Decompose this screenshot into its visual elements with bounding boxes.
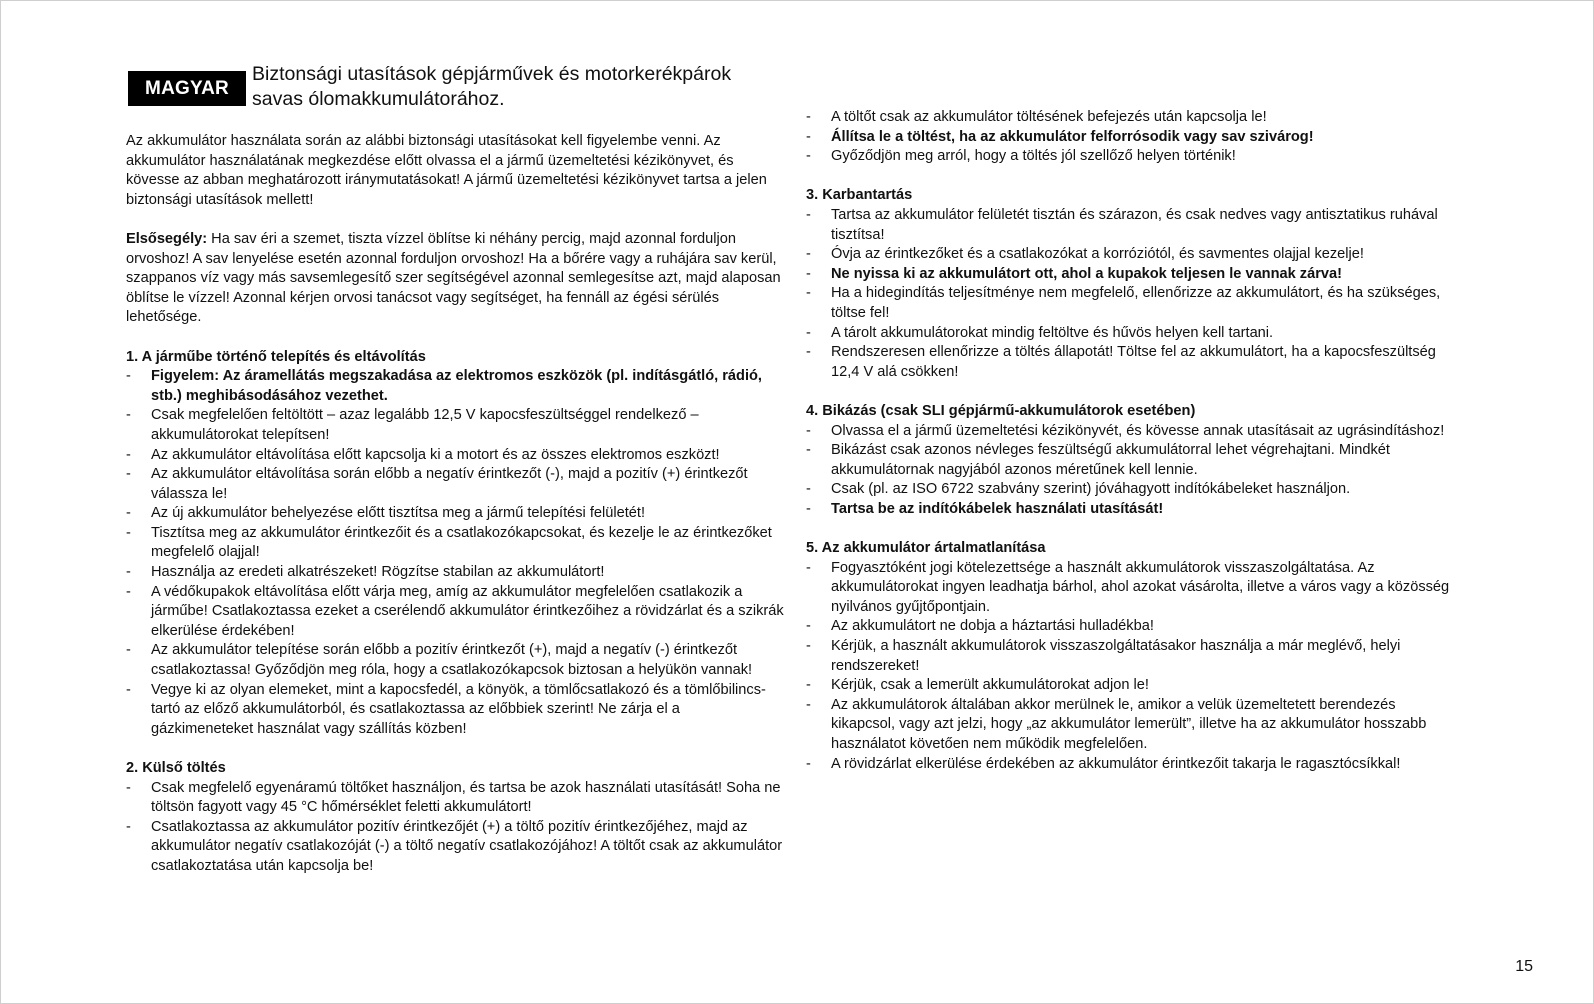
list-item xyxy=(806,617,1456,637)
document-title-line-1: Biztonsági utasítások gépjárművek és motorkerékpárok xyxy=(252,63,732,85)
list-item xyxy=(806,755,1456,775)
list-item xyxy=(806,559,1456,618)
page-number: 15 xyxy=(1515,958,1533,975)
list-item xyxy=(806,284,1456,323)
list-item xyxy=(126,779,786,818)
bullet-dash: - xyxy=(806,265,811,282)
list-item-text: Az akkumulátort ne dobja a háztartási hulladékba! xyxy=(831,618,1154,635)
bullet-dash: - xyxy=(126,407,131,424)
section-1-heading: 1. A járműbe történő telepítés és eltávolítás xyxy=(126,348,426,365)
list-item xyxy=(126,818,786,877)
section-4-list xyxy=(806,422,1456,520)
list-item xyxy=(126,681,786,740)
bullet-dash: - xyxy=(126,446,131,463)
list-item-text: Csak (pl. az ISO 6722 szabvány szerint) jóváhagyott indítókábeleket használjon. xyxy=(831,481,1351,498)
list-item xyxy=(806,480,1456,500)
list-item-text: Csak megfelelő egyenáramú töltőket használjon, és tartsa be azok használati utasítását! Soha ne töltsön fagyott vagy 45 °C hőmérséklet feletti akkumulátort! xyxy=(151,779,781,816)
bullet-dash: - xyxy=(806,206,811,223)
section-2-list xyxy=(126,779,786,877)
list-item-text: Ha a hidegindítás teljesítménye nem megfelelő, ellenőrizze az akkumulátort, és ha szükséges, töltse fel! xyxy=(831,285,1441,321)
bullet-dash: - xyxy=(126,642,131,659)
list-item-text: A tárolt akkumulátorokat mindig feltöltve és hűvös helyen kell tartani. xyxy=(831,324,1274,341)
list-item xyxy=(126,446,786,466)
bullet-dash: - xyxy=(126,524,131,541)
list-item-text: Óvja az érintkezőket és a csatlakozókat a korróziótól, és savmentes olajjal kezelje! xyxy=(831,246,1364,263)
list-item xyxy=(806,637,1456,676)
language-badge: MAGYAR xyxy=(128,71,246,106)
bullet-dash: - xyxy=(126,505,131,522)
list-item-text: Állítsa le a töltést, ha az akkumulátor felforrósodik vagy sav szivárog! xyxy=(831,128,1314,145)
list-item-text: Olvassa el a jármű üzemeltetési kézikönyvét, és kövesse annak utasításait az ugrásindításhoz! xyxy=(831,422,1445,439)
list-item-text: Tartsa be az indítókábelek használati utasítását! xyxy=(831,500,1164,517)
list-item-text: Kérjük, a használt akkumulátorok visszaszolgáltatásakor használja a már meglévő, helyi rendszereket! xyxy=(831,638,1401,674)
bullet-dash: - xyxy=(126,818,131,835)
list-item-text: Az akkumulátorok általában akkor merülnek le, amikor a velük üzemeltetett berendezés kikapcsol, vagy azt jelzi, hogy „az akkumulátor lemerült”, illetve ha az akkumulátor hosszabb használatot követően nem működik megfelelően. xyxy=(831,696,1427,752)
bullet-dash: - xyxy=(806,696,811,713)
bullet-dash: - xyxy=(126,583,131,600)
list-item-text: Ne nyissa ki az akkumulátort ott, ahol a kupakok teljesen le vannak zárva! xyxy=(831,265,1342,282)
bullet-dash: - xyxy=(806,500,811,517)
list-item xyxy=(806,147,1456,167)
first-aid-label: Elsősegély: xyxy=(126,230,208,247)
bullet-dash: - xyxy=(126,779,131,796)
list-item-text: Rendszeresen ellenőrizze a töltés állapotát! Töltse fel az akkumulátort, ha a kapocsfeszültség 12,4 V alá csökken! xyxy=(831,344,1436,380)
bullet-dash: - xyxy=(806,422,811,439)
list-item xyxy=(806,128,1456,148)
list-item xyxy=(806,265,1456,285)
list-item-text: Vegye ki az olyan elemeket, mint a kapocsfedél, a könyök, a tömlőcsatlakozó és a tömlőbilincs-tartó az előző akkumulátorból, és csatlakoztassa az előbbiek szerint! Ne zárja el a gázkimeneteket használat vagy szállítás közben! xyxy=(151,681,766,737)
list-item xyxy=(806,696,1456,755)
bullet-dash: - xyxy=(126,368,131,385)
bullet-dash: - xyxy=(806,559,811,576)
list-item-text: Tisztítsa meg az akkumulátor érintkezőit és a csatlakozókapcsokat, és kezelje le az érintkezőket megfelelő olajjal! xyxy=(151,524,772,561)
list-item xyxy=(126,524,786,563)
list-item-text: Figyelem: Az áramellátás megszakadása az elektromos eszközök (pl. indításgátló, rádió, stb.) meghibásodásához vezethet. xyxy=(151,368,762,404)
bullet-dash: - xyxy=(806,755,811,772)
bullet-dash: - xyxy=(126,564,131,581)
list-item xyxy=(126,504,786,524)
list-item xyxy=(806,245,1456,265)
list-item-text: Kérjük, csak a lemerült akkumulátorokat adjon le! xyxy=(831,677,1149,694)
list-item-text: Fogyasztóként jogi kötelezettsége a használt akkumulátorok visszaszolgáltatása. Az akkumulátorokat ingyen leadhatja bárhol, ahol azokat vásárolta, illetve a város vagy a közösség nyilvános gyűjtőpontjain. xyxy=(831,559,1450,615)
bullet-dash: - xyxy=(806,618,811,635)
list-item xyxy=(126,583,786,642)
list-item xyxy=(126,465,786,504)
bullet-dash: - xyxy=(806,677,811,694)
bullet-dash: - xyxy=(806,481,811,498)
section-5-list xyxy=(806,559,1456,775)
list-item-text: Használja az eredeti alkatrészeket! Rögzítse stabilan az akkumulátort! xyxy=(151,564,605,581)
right-column xyxy=(806,108,1456,794)
list-item-text: A töltőt csak az akkumulátor töltésének befejezés után kapcsolja le! xyxy=(831,109,1267,125)
list-item xyxy=(806,441,1456,480)
list-item xyxy=(806,324,1456,344)
list-item-text: Csatlakoztassa az akkumulátor pozitív érintkezőjét (+) a töltő pozitív érintkezőjéhez, majd az akkumulátor negatív csatlakozóját (-) a töltő negatív csatlakozójához! A töltőt csak az akkumulátor csatlakoztatása után kapcsolja be! xyxy=(151,818,783,874)
list-item xyxy=(126,641,786,680)
list-item xyxy=(126,406,786,445)
list-item xyxy=(806,676,1456,696)
first-aid-paragraph xyxy=(126,230,786,328)
bullet-dash: - xyxy=(806,109,811,125)
list-item-text: A védőkupakok eltávolítása előtt várja meg, amíg az akkumulátor megfelelően csatlakozik a járműbe! Csatlakoztassa ezeket a cserélendő akkumulátor érintkezőihez a rövidzárlat és a szikrák elkerülése érdekében! xyxy=(151,583,784,639)
section-2-list-continued xyxy=(806,108,1456,167)
list-item-text: Győződjön meg arról, hogy a töltés jól szellőző helyen történik! xyxy=(831,148,1236,165)
bullet-dash: - xyxy=(806,148,811,165)
list-item xyxy=(126,563,786,583)
bullet-dash: - xyxy=(806,344,811,361)
left-column xyxy=(126,132,786,896)
list-item-text: Bikázást csak azonos névleges feszültségű akkumulátorral lehet végrehajtani. Mindkét akkumulátornak nagyjából azonos méretűnek kell lennie. xyxy=(831,442,1390,478)
bullet-dash: - xyxy=(806,246,811,263)
bullet-dash: - xyxy=(806,442,811,459)
list-item xyxy=(806,422,1456,442)
first-aid-text: Ha sav éri a szemet, tiszta vízzel öblítse ki néhány percig, majd azonnal forduljon orvoshoz! A sav lenyelése esetén azonnal forduljon orvoshoz! Ha a bőrére vagy a ruhájára sav kerül, szappanos víz vagy más savsemlegesítő szer segítségével azonnal semlegesítse azt, majd alaposan öblítse le vízzel! Azonnal kérjen orvosi tanácsot vagy segítséget, ha fennáll az égési sérülés lehetősége. xyxy=(126,230,781,326)
bullet-dash: - xyxy=(806,324,811,341)
list-item xyxy=(126,367,786,406)
document-title-line-2: savas ólomakkumulátorához. xyxy=(252,88,505,110)
intro-paragraph: Az akkumulátor használata során az alábbi biztonsági utasításokat kell figyelembe venni. Az akkumulátor használatának megkezdése előtt olvassa el a jármű üzemeltetési kézikönyvet, és kövesse az abban meghatározott iránymutatásokat! A jármű üzemeltetési kézikönyvet tartsa a jelen biztonsági utasítások mellett! xyxy=(126,133,767,208)
section-3-heading: 3. Karbantartás xyxy=(806,187,913,204)
section-5-heading: 5. Az akkumulátor ártalmatlanítása xyxy=(806,540,1046,557)
bullet-dash: - xyxy=(126,466,131,483)
list-item xyxy=(806,108,1456,128)
bullet-dash: - xyxy=(806,285,811,302)
bullet-dash: - xyxy=(806,128,811,145)
list-item xyxy=(806,500,1456,520)
section-4-heading: 4. Bikázás (csak SLI gépjármű-akkumulátorok esetében) xyxy=(806,402,1196,419)
list-item xyxy=(806,343,1456,382)
list-item-text: Az új akkumulátor behelyezése előtt tisztítsa meg a jármű telepítési felületét! xyxy=(151,505,645,522)
list-item-text: Az akkumulátor eltávolítása során előbb a negatív érintkezőt (-), majd a pozitív (+) érintkezőt válassza le! xyxy=(151,466,748,502)
bullet-dash: - xyxy=(806,638,811,655)
list-item-text: A rövidzárlat elkerülése érdekében az akkumulátor érintkezőit takarja le ragasztócsíkkal! xyxy=(831,755,1401,772)
bullet-dash: - xyxy=(126,681,131,698)
section-2-heading: 2. Külső töltés xyxy=(126,760,226,776)
section-1-list xyxy=(126,367,786,739)
list-item-text: Az akkumulátor eltávolítása előtt kapcsolja ki a motort és az összes elektromos eszközt! xyxy=(151,446,720,463)
section-3-list xyxy=(806,206,1456,382)
document-title xyxy=(252,62,812,112)
list-item xyxy=(806,206,1456,245)
list-item-text: Tartsa az akkumulátor felületét tisztán és szárazon, és csak nedves vagy antisztatikus ruhával tisztítsa! xyxy=(831,206,1438,243)
list-item-text: Csak megfelelően feltöltött – azaz legalább 12,5 V kapocsfeszültséggel rendelkező – akkumulátorokat telepítsen! xyxy=(151,407,699,443)
list-item-text: Az akkumulátor telepítése során előbb a pozitív érintkezőt (+), majd a negatív (-) érintkezőt csatlakoztassa! Győződjön meg róla, hogy a csatlakozókapcsok biztosan a helyükön vannak! xyxy=(151,642,753,679)
